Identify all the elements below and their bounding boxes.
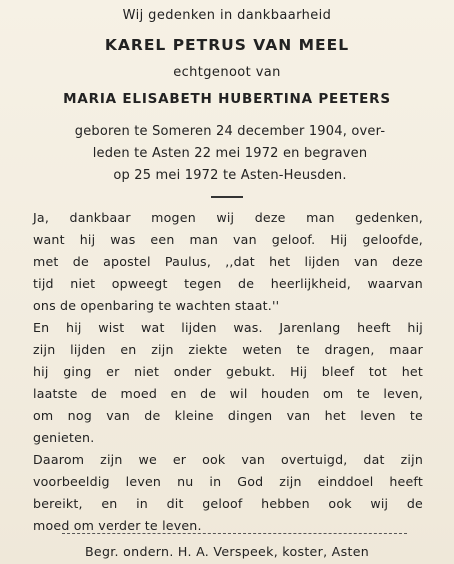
text-line-8: hij ging er niet onder gebukt. Hij bleef tot het — [33, 364, 423, 379]
text-line-6: En hij wist wat lijden was. Jarenlang heeft hij — [33, 320, 423, 335]
text-line-9: laatste de moed en de wil houden om te leven, — [33, 386, 423, 401]
text-line-12: Daarom zijn we er ook van overtuigd, dat zijn — [33, 452, 423, 467]
spouse-label: echtgenoot van — [173, 65, 281, 80]
text-line-4: tijd niet opweegt tegen de heerlijkheid, waarvan — [33, 276, 423, 291]
footer-undertaker: Begr. ondern. H. A. Verspeek, koster, Asten — [84, 544, 370, 559]
bio-line-3: op 25 mei 1972 te Asten-Heusden. — [113, 168, 347, 183]
text-line-3: met de apostel Paulus, ,,dat het lijden van deze — [33, 254, 423, 269]
intro-line: Wij gedenken in dankbaarheid — [122, 8, 332, 23]
bio-line-1: geboren te Someren 24 december 1904, over- — [74, 124, 386, 139]
dashed-divider — [62, 533, 407, 534]
text-line-13: voorbeeldig leven nu in God zijn einddoel heeft — [33, 474, 423, 489]
text-line-5: ons de openbaring te wachten staat.'' — [33, 298, 280, 313]
spouse-name: MARIA ELISABETH HUBERTINA PEETERS — [63, 91, 391, 107]
divider — [211, 196, 243, 198]
text-line-2: want hij was een man van geloof. Hij geloofde, — [33, 232, 423, 247]
bio-line-2: leden te Asten 22 mei 1972 en begraven — [92, 146, 368, 161]
text-line-14: bereikt, en in dit geloof hebben ook wij de — [33, 496, 423, 511]
text-line-7: zijn lijden en zijn ziekte weten te dragen, maar — [33, 342, 423, 357]
text-line-15: moed om verder te leven. — [33, 518, 202, 533]
text-line-1: Ja, dankbaar mogen wij deze man gedenken, — [33, 210, 423, 225]
text-line-11: genieten. — [33, 430, 95, 445]
deceased-name: KAREL PETRUS VAN MEEL — [104, 36, 350, 54]
text-line-10: om nog van de kleine dingen van het leven te — [33, 408, 423, 423]
